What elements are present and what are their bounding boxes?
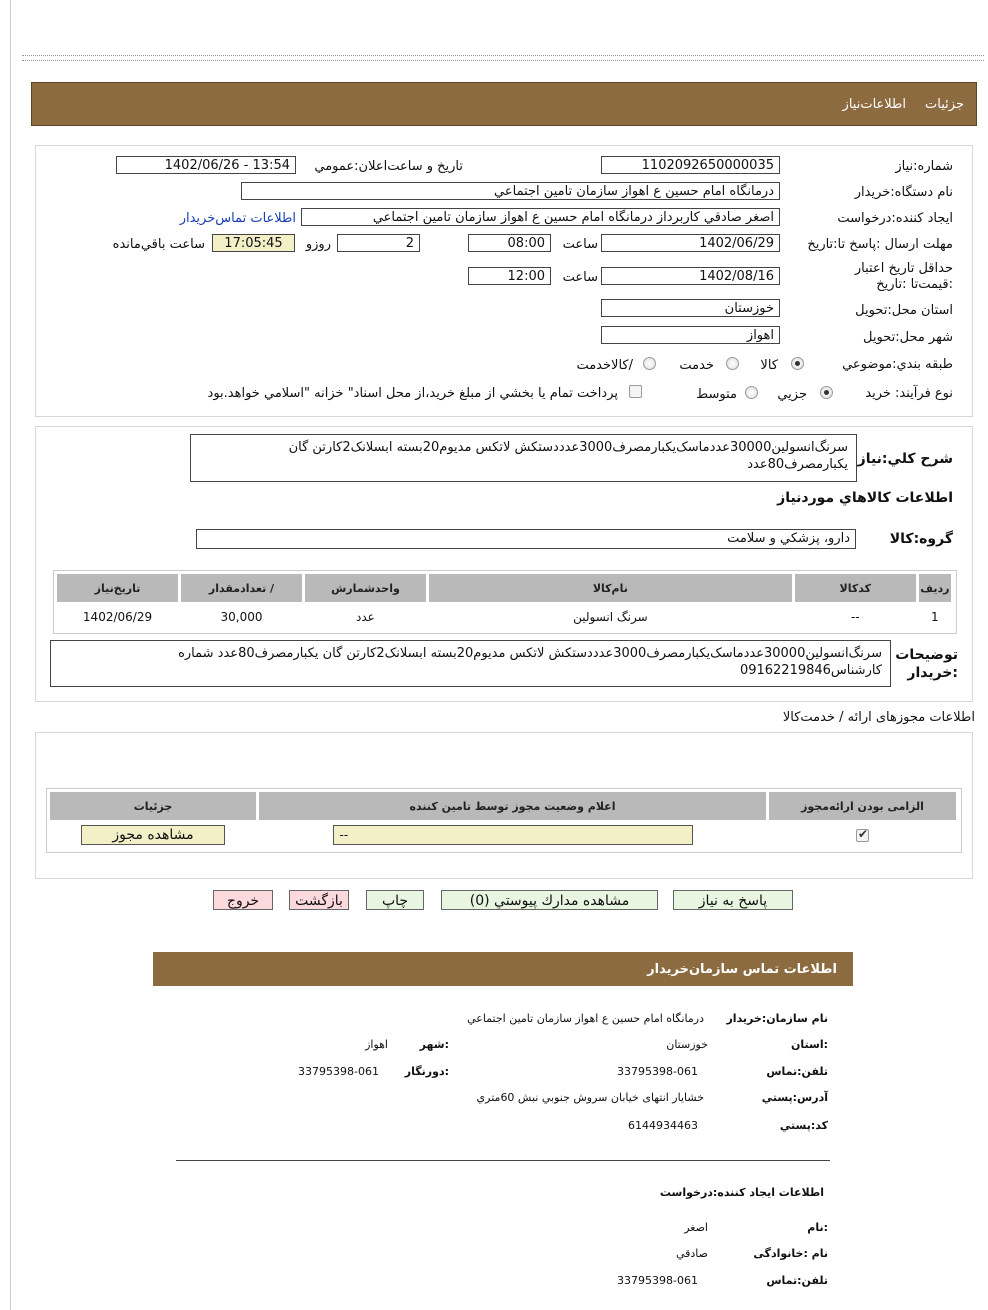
remaining-label: ساعت باقي‌مانده: [112, 237, 205, 252]
goods-table: [54, 571, 954, 632]
creator-phone-label: تلفن:تماس: [766, 1274, 828, 1287]
deadline-time-field: 08:00: [468, 234, 551, 252]
buyer-org-label: نام دستگاه:خريدار: [854, 185, 953, 200]
license-required-header: الزامی بودن ارائه‌مجوز: [769, 792, 956, 820]
tab-details[interactable]: جزئيات: [925, 97, 964, 112]
creator-label: ايجاد کننده:درخواست: [837, 211, 953, 226]
table-row: [57, 605, 951, 629]
contact-title: اطلاعات تماس سازمان‌خريدار: [647, 962, 837, 977]
contact-city-value: اهواز: [365, 1038, 388, 1051]
creator-name-label: :نام: [807, 1221, 828, 1234]
postcode-value: 6144934463: [628, 1119, 698, 1132]
category-goods-label: كالا: [760, 358, 778, 373]
license-status-cell: [259, 823, 766, 847]
creator-section-title: اطلاعات ايجاد کننده:درخواست: [659, 1186, 824, 1199]
license-details-header: جزئيات: [50, 792, 256, 820]
page-header-bar: [31, 82, 977, 126]
remaining-time-field: 17:05:45: [212, 234, 295, 252]
contact-province-value: خوزستان: [666, 1038, 708, 1051]
license-required-cell: [769, 823, 956, 847]
col-qty-header: / تعدادمقدار: [181, 574, 302, 602]
days-field: 2: [337, 234, 420, 252]
validity-time-field: 12:00: [468, 267, 551, 285]
creator-field: اصغر صادقي كاربرداز درمانگاه امام حسين ع اهواز سازمان تامين اجتماعي: [301, 208, 780, 226]
address-label: آدرس:پستي: [761, 1091, 828, 1104]
table-row: [50, 823, 956, 847]
col-code-header: كدكالا: [795, 574, 916, 602]
fax-value: 33795398-061: [298, 1065, 379, 1078]
attachments-button[interactable]: مشاهده مدارك پيوستي (0): [441, 890, 658, 910]
col-date-header: تاريخ‌نياز: [57, 574, 178, 602]
general-desc-label: شرح كلي:نياز: [857, 451, 953, 467]
back-button[interactable]: بازگشت: [289, 890, 349, 910]
category-goods-radio[interactable]: [791, 357, 804, 370]
tab-need-info[interactable]: اطلاعات‌نياز: [842, 97, 906, 112]
category-label: طبقه بندي:موضوعي: [842, 357, 953, 372]
general-desc-field: سرنگ‌انسولين30000عددماسک‌يکبارمصرف3000عدددستکش لاتکس مديوم20بسته ابسلانک2کارتن گان يکبارمصرف80عدد: [190, 434, 857, 482]
treasury-payment-checkbox[interactable]: [629, 385, 642, 398]
creator-name-value: اصغر: [684, 1221, 708, 1234]
days-label: روزو: [305, 237, 331, 252]
category-goods-service-radio[interactable]: [643, 357, 656, 370]
col-row-header: رديف: [919, 574, 951, 602]
contact-city-label: :شهر: [419, 1038, 449, 1051]
deadline-time-label: ساعت: [562, 237, 598, 252]
license-details-cell: [50, 823, 256, 847]
deadline-label: مهلت ارسال :پاسخ تا:تاريخ: [807, 237, 953, 252]
cell-code: --: [850, 610, 860, 624]
process-partial-label: جزيي: [777, 387, 807, 402]
contact-divider: [176, 1160, 830, 1161]
announce-field: 1402/06/26 - 13:54: [116, 156, 296, 174]
org-label: نام سازمان:خريدار: [726, 1012, 828, 1025]
need-number-field: 1102092650000035: [601, 156, 780, 174]
cell-unit: عدد: [356, 610, 375, 624]
view-license-button[interactable]: مشاهده مجوز: [81, 825, 225, 845]
treasury-payment-label: پرداخت تمام يا بخشي از مبلغ خريد،از محل اسناد" خزانه "اسلامي خواهد.بود: [207, 386, 618, 401]
buyer-org-field: درمانگاه امام حسين ع اهواز سازمان تامين اجتماعي: [241, 182, 780, 200]
contact-province-label: :استان: [791, 1038, 828, 1051]
license-table: [47, 789, 959, 850]
province-field: خوزستان: [601, 299, 780, 317]
exit-button[interactable]: خروج: [213, 890, 273, 910]
creator-family-value: صادقي: [675, 1247, 708, 1260]
org-value: درمانگاه امام حسين ع اهواز سازمان تامين اجتماعي: [467, 1012, 704, 1025]
reply-button[interactable]: پاسخ به نياز: [673, 890, 793, 910]
process-partial-radio[interactable]: [820, 386, 833, 399]
process-medium-radio[interactable]: [745, 386, 758, 399]
buyer-notes-label: توضيحات :خريدار: [895, 647, 958, 681]
validity-time-label: ساعت: [562, 270, 598, 285]
buyer-contact-link[interactable]: اطلاعات تماس‌خريدار: [179, 211, 296, 226]
goods-group-field: دارو، پزشكي و سلامت: [196, 529, 856, 549]
deadline-date-field: 1402/06/29: [601, 234, 780, 252]
goods-group-label: گروه:كالا: [889, 531, 953, 547]
fax-label: :دورنگار: [404, 1065, 449, 1078]
col-name-header: نام‌كالا: [429, 574, 792, 602]
cell-name: سرنگ انسولين: [573, 610, 648, 624]
goods-info-title: اطلاعات كالاهاي موردنياز: [777, 490, 953, 506]
contact-phone-label: تلفن:تماس: [766, 1065, 828, 1078]
creator-phone-value: 33795398-061: [617, 1274, 698, 1287]
process-label: نوع فرآيند: خريد: [865, 386, 953, 401]
license-section-title: اطلاعات مجوزهای ارائه / خدمت‌كالا: [782, 710, 975, 725]
category-service-radio[interactable]: [726, 357, 739, 370]
top-divider: [22, 55, 984, 61]
validity-date-field: 1402/08/16: [601, 267, 780, 285]
license-status-header: اعلام وضعیت مجوز توسط تامین کننده: [259, 792, 766, 820]
address-value: خشايار انتهای خيابان سروش جنوبي نبش 60متري: [476, 1091, 704, 1104]
need-number-label: شماره:نياز: [895, 159, 953, 174]
license-status-field[interactable]: --: [333, 825, 693, 845]
province-label: استان محل:تحويل: [855, 303, 953, 318]
col-unit-header: واحدشمارش: [305, 574, 426, 602]
check-icon: ✔: [858, 827, 869, 841]
creator-family-label: نام :خانوادگی: [753, 1247, 828, 1260]
process-medium-label: متوسط: [696, 387, 737, 402]
postcode-label: کد:پستي: [779, 1119, 828, 1132]
cell-date: 1402/06/29: [82, 610, 153, 624]
print-button[interactable]: چاپ: [366, 890, 424, 910]
category-service-label: خدمت: [679, 358, 714, 373]
license-required-checkbox[interactable]: [856, 829, 869, 842]
page-edge-line: [10, 0, 11, 1310]
validity-label: حداقل تاريخ اعتبار :قيمت‌تا :تاريخ: [854, 261, 953, 292]
contact-phone-value: 33795398-061: [617, 1065, 698, 1078]
contact-header-bar: [153, 952, 853, 986]
cell-row: 1: [931, 610, 939, 624]
cell-qty: 30,000: [220, 610, 263, 624]
city-field: اهواز: [601, 326, 780, 344]
announce-label: تاريخ و ساعت‌اعلان:عمومي: [314, 159, 463, 174]
city-label: شهر محل:تحويل: [863, 330, 953, 345]
category-goods-service-label: /كالاخدمت: [576, 358, 633, 373]
buyer-notes-field: سرنگ‌انسولين30000عددماسک‌يکبارمصرف3000عدددستکش لاتکس مديوم20بسته ابسلانک2کارتن گان يکبارمصرف80عدد شماره کارشناس09162219846: [50, 640, 891, 687]
